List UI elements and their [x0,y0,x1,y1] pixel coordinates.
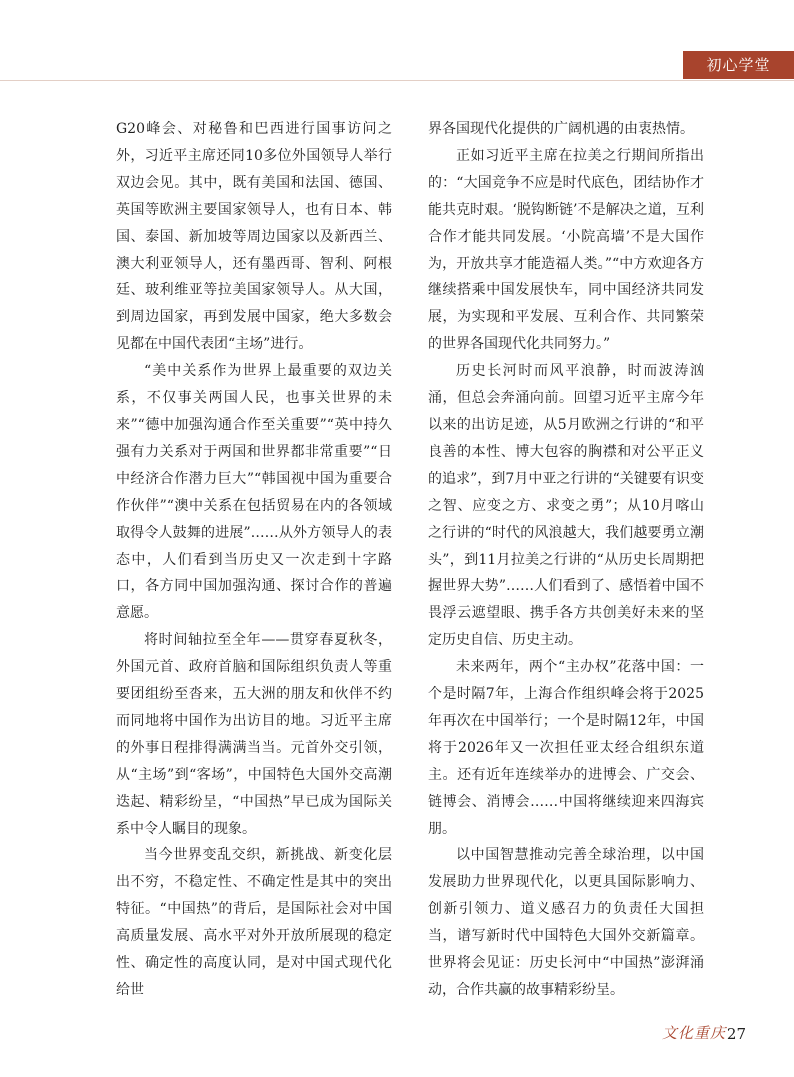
paragraph: 将时间轴拉至全年——贯穿春夏秋冬，外国元首、政府首脑和国际组织负责人等重要团组纷至沓来，五大洲的朋友和伙伴不约而同地将中国作为出访目的地。习近平主席的外事日程排得满满当当。元首外交引领，从“主场”到“客场”，中国特色大国外交高潮迭起、精彩纷呈，“中国热”早已成为国际关系中令人瞩目的现象。 [116,632,392,837]
paragraph: 历史长河时而风平浪静，时而波涛汹涌，但总会奔涌向前。回望习近平主席今年以来的出访足迹，从5月欧洲之行讲的“和平良善的本性、博大包容的胸襟和对公平正义的追求”，到7月中亚之行讲的“关键要有识变之智、应变之方、求变之勇”；从10月喀山之行讲的“时代的风浪越大，我们越要勇立潮头”，到11月拉美之行讲的“从历史长周期把握世界大势”……人们看到了、感悟着中国不畏浮云遮望眼、携手各方共创美好未来的坚定历史自信、历史主动。 [428,363,704,649]
paragraph: 以中国智慧推动完善全球治理，以中国发展助力世界现代化，以更具国际影响力、创新引领力、道义感召力的负责任大国担当，谱写新时代中国特色大国外交新篇章。世界将会见证：历史长河中“中国热”澎湃涌动，合作共赢的故事精彩纷呈。 [428,847,704,998]
left-column [116,116,392,1004]
paragraph: 界各国现代化提供的广阔机遇的由衷热情。 [428,121,694,137]
paragraph: “美中关系作为世界上最重要的双边关系，不仅事关两国人民，也事关世界的未来”“德中加强沟通合作至关重要”“英中持久强有力关系对于两国和世界都非常重要”“日中经济合作潜力巨大”“韩国视中国为重要合作伙伴”“澳中关系在包括贸易在内的各领域取得令人鼓舞的进展”……从外方领导人的表态中，人们看到当历史又一次走到十字路口，各方同中国加强沟通、探讨合作的普遍意愿。 [116,363,392,622]
paragraph: 未来两年，两个“主办权”花落中国：一个是时隔7年，上海合作组织峰会将于2025年再次在中国举行；一个是时隔12年，中国将于2026年又一次担任亚太经合组织东道主。还有近年连续举办的进博会、广交会、链博会、消博会……中国将继续迎来四海宾朋。 [428,659,704,837]
paragraph: 当今世界变乱交织，新挑战、新变化层出不穷，不稳定性、不确定性是其中的突出特征。“中国热”的背后，是国际社会对中国高质量发展、高水平对外开放所展现的稳定性、确定性的高度认同，是对中国式现代化给世 [116,847,392,998]
paragraph: G20峰会、对秘鲁和巴西进行国事访问之外，习近平主席还同10多位外国领导人举行双边会见。其中，既有美国和法国、德国、英国等欧洲主要国家领导人，也有日本、韩国、泰国、新加坡等周边国家以及新西兰、澳大利亚领导人，还有墨西哥、智利、阿根廷、玻利维亚等拉美国家领导人。从大国，到周边国家，再到发展中国家，绝大多数会见都在中国代表团“主场”进行。 [116,121,392,353]
header-divider [0,80,794,81]
right-column [428,116,704,1004]
section-label: 初心学堂 [683,51,794,79]
page-number: 27 [726,1025,746,1043]
magazine-logo: 文化重庆 [661,1024,726,1042]
paragraph: 正如习近平主席在拉美之行期间所指出的：“大国竞争不应是时代底色，团结协作才能共克时艰。‘脱钩断链’不是解决之道，互利合作才能共同发展。‘小院高墙’不是大国作为，开放共享才能造福人类。”“中方欢迎各方继续搭乘中国发展快车，同中国经济共同发展，为实现和平发展、互利合作、共同繁荣的世界各国现代化共同努力。” [428,147,704,353]
